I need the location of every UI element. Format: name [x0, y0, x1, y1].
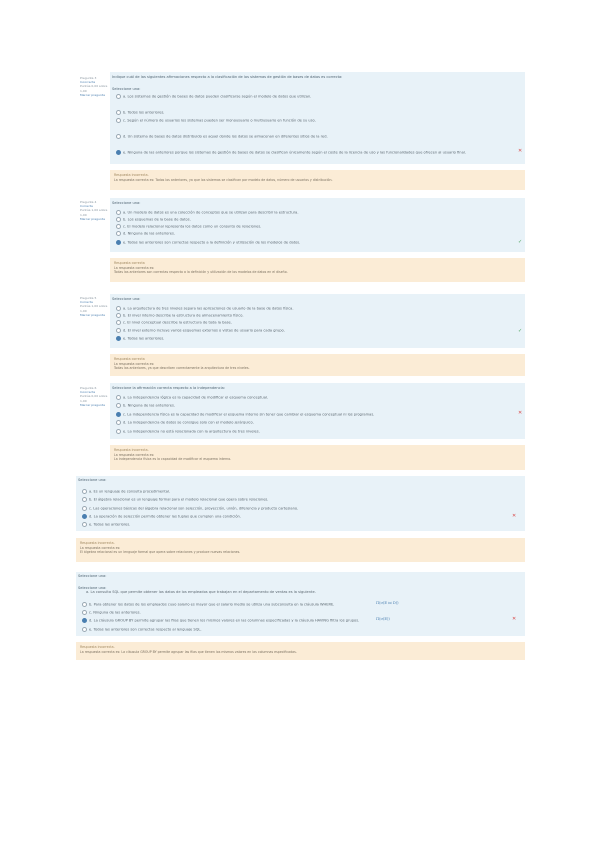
correct-icon: ✓: [518, 328, 523, 334]
question-panel: [76, 572, 525, 636]
question-panel: [110, 198, 525, 252]
answer-option[interactable]: b. Los esquemas de la base de datos.: [116, 217, 191, 222]
question-grade: Puntúa 0,00 sobre 1,00: [80, 394, 108, 403]
answer-option[interactable]: c. El nivel conceptual describe la estructura de toda la base.: [116, 320, 232, 325]
radio-button-selected[interactable]: [116, 240, 121, 245]
answer-option[interactable]: a. Es un lenguaje de consulta procedimental.: [82, 489, 170, 494]
answer-option[interactable]: a. La independencia lógica es la capacidad de modificar el esquema conceptual.: [116, 395, 268, 400]
radio-button[interactable]: [116, 224, 121, 229]
select-prompt: Seleccione una:: [78, 586, 107, 590]
radio-button[interactable]: [82, 602, 87, 607]
answer-option[interactable]: d. Ninguna de las anteriores.: [116, 231, 175, 236]
radio-button[interactable]: [116, 320, 121, 325]
answer-option[interactable]: e. Todas las anteriores son correctas respecto al lenguaje SQL.: [82, 627, 202, 632]
answer-option[interactable]: b. Todos los anteriores.: [116, 110, 164, 115]
radio-button[interactable]: [116, 403, 121, 408]
question-title: Seleccione una:: [78, 574, 107, 578]
answer-option[interactable]: b. El nivel interno describe la estructura de almacenamiento físico.: [116, 313, 244, 318]
answer-option[interactable]: e. Ninguna de las anteriores porque los sistemas de gestión de bases de datos se clasifican únicamente según el coste de la licencia de uso y las funcionalidades que ofrecen al usuario final.: [116, 150, 466, 155]
flag-question-link[interactable]: Marcar pregunta: [80, 402, 105, 407]
incorrect-icon: ✕: [512, 616, 517, 622]
radio-button[interactable]: [82, 522, 87, 527]
answer-option[interactable]: a. Los sistemas de gestión de bases de datos pueden clasificarse según el modelo de datos que utilizan.: [116, 94, 311, 99]
answer-option[interactable]: d. La independencia de datos se consigue solo con el modelo jerárquico.: [116, 420, 254, 425]
answer-option[interactable]: c. El modelo relacional representa los datos como un conjunto de relaciones.: [116, 224, 261, 229]
radio-button[interactable]: [82, 497, 87, 502]
question-state: Incorrecta: [80, 80, 96, 85]
answer-option[interactable]: c. Las operaciones básicas del álgebra relacional son selección, proyección, unión, diferencia y producto cartesiano.: [82, 506, 298, 511]
radio-button[interactable]: [116, 328, 121, 333]
radio-button[interactable]: [116, 395, 121, 400]
radio-button[interactable]: [116, 313, 121, 318]
feedback-box: [110, 354, 525, 376]
question-state: Correcta: [80, 204, 93, 209]
feedback-box: [110, 170, 525, 190]
feedback-line: La respuesta correcta es:: [114, 452, 155, 457]
feedback-line: La respuesta correcta es:: [114, 265, 155, 270]
select-prompt: Seleccione una:: [112, 201, 141, 205]
question-number: Pregunta 4: [80, 200, 97, 204]
feedback-line: Todas las anteriores son correctas respecto a la definición y utilización de los modelos de datos en el diseño.: [114, 270, 288, 275]
radio-button-selected[interactable]: [82, 514, 87, 519]
radio-button[interactable]: [82, 610, 87, 615]
answer-option[interactable]: e. Todas las anteriores son correctas respecto a la definición y utilización de los modelos de datos.: [116, 240, 300, 245]
answer-option[interactable]: b. Ninguna de las anteriores.: [116, 403, 175, 408]
incorrect-icon: ✕: [512, 513, 517, 519]
feedback-box: [76, 538, 525, 562]
feedback-title: Respuesta incorrecta.: [114, 448, 149, 452]
answer-option[interactable]: c. Ninguna de las anteriores.: [82, 610, 141, 615]
radio-button[interactable]: [116, 420, 121, 425]
flag-question-link[interactable]: Marcar pregunta: [80, 92, 105, 97]
question-info: [80, 296, 108, 317]
incorrect-icon: ✕: [518, 410, 523, 416]
answer-option[interactable]: e. Todas las anteriores.: [116, 336, 164, 341]
question-number: Pregunta 5: [80, 296, 97, 300]
answer-option[interactable]: e. La independencia no está relacionada con la arquitectura de tres niveles.: [116, 429, 260, 434]
radio-button[interactable]: [116, 210, 121, 215]
select-prompt: Seleccione una:: [112, 297, 141, 301]
question-state: Correcta: [80, 300, 93, 305]
answer-option[interactable]: b. Para obtener los datos de los empleados cuyo salario es mayor que el salario medio se utiliza una subconsulta en la cláusula WHERE.: [82, 602, 334, 607]
feedback-line: La respuesta correcta es:: [80, 545, 121, 550]
formula: Π(σ(E ⋈ D)): [376, 601, 399, 605]
answer-option[interactable]: e. Todas las anteriores.: [82, 522, 130, 527]
question-info: [80, 200, 108, 221]
select-prompt: Seleccione una:: [78, 478, 107, 482]
formula: Π(σ(E)): [376, 617, 390, 621]
feedback-line: Todas las anteriores, ya que describen correctamente la arquitectura de tres niveles.: [114, 366, 250, 371]
radio-button-selected[interactable]: [116, 150, 121, 155]
feedback-text: La respuesta correcta es: La cláusula GROUP BY permite agrupar las filas que tienen los mismos valores en las columnas especificadas.: [80, 649, 297, 654]
feedback-title: Respuesta correcta: [114, 357, 145, 361]
question-text: Seleccione la afirmación correcta respecto a la independencia:: [112, 386, 226, 390]
radio-button[interactable]: [116, 94, 121, 99]
question-grade: Puntúa 1,00 sobre 1,00: [80, 208, 108, 217]
radio-button[interactable]: [116, 429, 121, 434]
answer-option[interactable]: b. El álgebra relacional es un lenguaje formal para el modelo relacional que opera sobre relaciones.: [82, 497, 268, 502]
answer-option[interactable]: d. La cláusula GROUP BY permite agrupar las filas que tienen los mismos valores en las columnas especificadas y la cláusula HAVING filtra los grupos.: [82, 618, 359, 623]
radio-button[interactable]: [116, 306, 121, 311]
answer-option[interactable]: a. La arquitectura de tres niveles separa las aplicaciones de usuario de la base de datos física.: [116, 306, 294, 311]
question-state: Incorrecta: [80, 390, 96, 395]
question-panel: [110, 72, 525, 164]
answer-option[interactable]: c. La independencia física es la capacidad de modificar el esquema interno sin tener que cambiar el esquema conceptual ni los programas.: [116, 412, 374, 417]
question-panel: [110, 294, 525, 348]
feedback-box: [110, 445, 525, 470]
question-info: [80, 76, 108, 97]
correct-icon: ✓: [518, 239, 523, 245]
feedback-line: La respuesta correcta es:: [114, 361, 155, 366]
question-info: [80, 386, 108, 407]
radio-button[interactable]: [82, 489, 87, 494]
question-grade: Puntúa 0,00 sobre 1,00: [80, 84, 108, 93]
answer-option[interactable]: d. El nivel externo incluye varios esquemas externos o vistas de usuario para cada grupo.: [116, 328, 285, 333]
question-number: Pregunta 3: [80, 76, 97, 80]
question-panel: [110, 383, 525, 439]
feedback-text: La respuesta correcta es: Todos los anteriores, ya que los sistemas se clasifican por modelo de datos, número de usuarios y distribución.: [114, 177, 333, 182]
select-prompt: Seleccione una:: [112, 87, 141, 91]
feedback-title: Respuesta correcta: [114, 261, 145, 265]
answer-option[interactable]: d. Un sistema de bases de datos distribuido es aquel donde los datos se almacenan en diferentes sitios de la red.: [116, 134, 328, 139]
flag-question-link[interactable]: Marcar pregunta: [80, 216, 105, 221]
answer-option[interactable]: a. Un modelo de datos es una colección de conceptos que se utilizan para describir la estructura.: [116, 210, 299, 215]
answer-option[interactable]: a. La consulta SQL que permite obtener los datos de los empleados que trabajan en el departamento de ventas es la siguiente.: [86, 590, 316, 594]
radio-button[interactable]: [116, 231, 121, 236]
flag-question-link[interactable]: Marcar pregunta: [80, 312, 105, 317]
radio-button[interactable]: [116, 118, 121, 123]
feedback-title: Respuesta incorrecta.: [80, 645, 115, 649]
radio-button[interactable]: [82, 627, 87, 632]
feedback-line: La independencia física es la capacidad de modificar el esquema interno.: [114, 457, 232, 462]
question-text: Indique cuál de las siguientes afirmaciones respecto a la clasificación de los sistemas de gestión de bases de datos es correcta:: [112, 75, 343, 79]
radio-button-selected[interactable]: [116, 336, 121, 341]
radio-button-selected[interactable]: [82, 618, 87, 623]
question-grade: Puntúa 1,00 sobre 1,00: [80, 304, 108, 313]
radio-button[interactable]: [82, 506, 87, 511]
feedback-box: [110, 258, 525, 282]
answer-option[interactable]: c. Según el número de usuarios los sistemas pueden ser monousuario o multiusuario en función de su uso.: [116, 118, 316, 123]
answer-option[interactable]: d. La operación de selección permite obtener las tuplas que cumplen una condición.: [82, 514, 241, 519]
feedback-title: Respuesta incorrecta.: [80, 541, 115, 545]
radio-button[interactable]: [116, 110, 121, 115]
feedback-title: Respuesta incorrecta.: [114, 173, 149, 177]
radio-button-selected[interactable]: [116, 412, 121, 417]
radio-button[interactable]: [116, 134, 121, 139]
feedback-line: El álgebra relacional es un lenguaje formal que opera sobre relaciones y produce nuevas relaciones.: [80, 550, 241, 555]
incorrect-icon: ✕: [518, 148, 523, 154]
radio-button[interactable]: [116, 217, 121, 222]
question-number: Pregunta 6: [80, 386, 97, 390]
question-panel: [76, 476, 525, 531]
feedback-box: [76, 642, 525, 660]
